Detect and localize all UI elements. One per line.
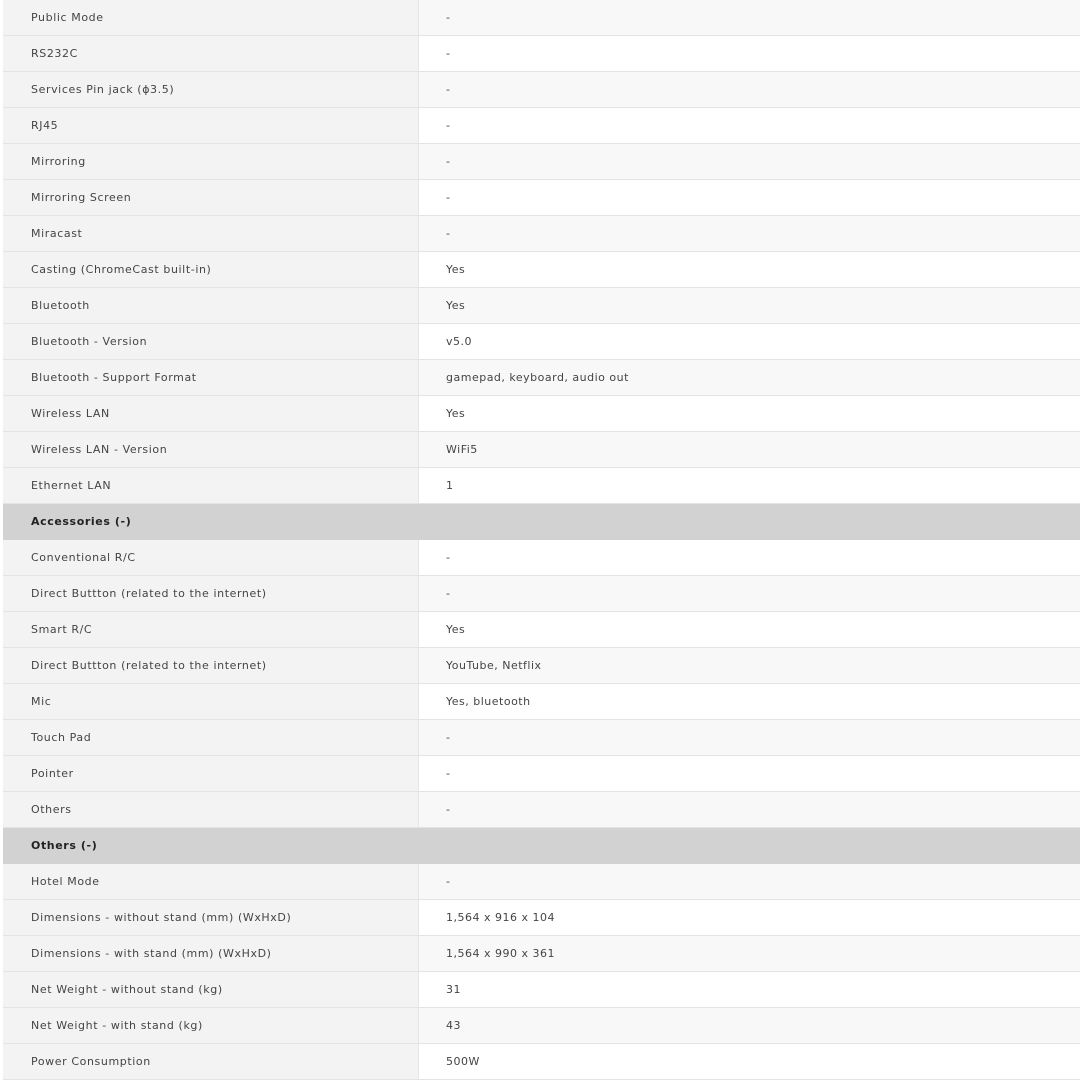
spec-row [3, 468, 1080, 504]
spec-label: RJ45 [3, 108, 419, 143]
spec-value: Yes [419, 612, 1080, 647]
spec-value: 1,564 x 916 x 104 [419, 900, 1080, 935]
spec-value: Yes [419, 396, 1080, 431]
spec-value: Yes, bluetooth [419, 684, 1080, 719]
spec-row [3, 936, 1080, 972]
section-header [3, 828, 1080, 864]
spec-label: Dimensions - without stand (mm) (WxHxD) [3, 900, 419, 935]
spec-row [3, 972, 1080, 1008]
spec-value: - [419, 108, 1080, 143]
section-header [3, 504, 1080, 540]
spec-label: Touch Pad [3, 720, 419, 755]
spec-row [3, 792, 1080, 828]
spec-row [3, 288, 1080, 324]
spec-label: Pointer [3, 756, 419, 791]
spec-label: RS232C [3, 36, 419, 71]
spec-label: Smart R/C [3, 612, 419, 647]
spec-label: Bluetooth [3, 288, 419, 323]
spec-row [3, 108, 1080, 144]
spec-value: WiFi5 [419, 432, 1080, 467]
spec-row [3, 648, 1080, 684]
spec-value: - [419, 720, 1080, 755]
spec-label: Bluetooth - Support Format [3, 360, 419, 395]
spec-label: Bluetooth - Version [3, 324, 419, 359]
spec-value: - [419, 540, 1080, 575]
spec-value: v5.0 [419, 324, 1080, 359]
spec-label: Conventional R/C [3, 540, 419, 575]
spec-label: Wireless LAN [3, 396, 419, 431]
spec-label: Direct Buttton (related to the internet) [3, 576, 419, 611]
spec-row [3, 612, 1080, 648]
spec-row [3, 576, 1080, 612]
spec-value: 1,564 x 990 x 361 [419, 936, 1080, 971]
spec-row [3, 360, 1080, 396]
spec-label: Power Consumption [3, 1044, 419, 1079]
spec-row [3, 864, 1080, 900]
spec-label: Net Weight - without stand (kg) [3, 972, 419, 1007]
spec-value: - [419, 72, 1080, 107]
spec-value: - [419, 36, 1080, 71]
spec-row [3, 0, 1080, 36]
spec-value: - [419, 180, 1080, 215]
spec-value: - [419, 216, 1080, 251]
spec-label: Casting (ChromeCast built-in) [3, 252, 419, 287]
spec-value: - [419, 864, 1080, 899]
spec-value: Yes [419, 288, 1080, 323]
spec-label: Mic [3, 684, 419, 719]
spec-row [3, 72, 1080, 108]
spec-label: Miracast [3, 216, 419, 251]
spec-label: Direct Buttton (related to the internet) [3, 648, 419, 683]
spec-label: Hotel Mode [3, 864, 419, 899]
spec-row [3, 756, 1080, 792]
spec-label: Others [3, 792, 419, 827]
spec-value: 31 [419, 972, 1080, 1007]
spec-value: - [419, 792, 1080, 827]
spec-row [3, 252, 1080, 288]
spec-row [3, 540, 1080, 576]
spec-row [3, 1044, 1080, 1080]
spec-label: Mirroring [3, 144, 419, 179]
spec-label: Services Pin jack (ϕ3.5) [3, 72, 419, 107]
spec-row [3, 216, 1080, 252]
spec-value: YouTube, Netflix [419, 648, 1080, 683]
spec-row [3, 432, 1080, 468]
section-header-label: Others (-) [31, 839, 98, 852]
spec-row [3, 900, 1080, 936]
section-header-label: Accessories (-) [31, 515, 132, 528]
spec-row [3, 324, 1080, 360]
spec-label: Public Mode [3, 0, 419, 35]
spec-row [3, 36, 1080, 72]
spec-label: Wireless LAN - Version [3, 432, 419, 467]
spec-row [3, 144, 1080, 180]
spec-value: 500W [419, 1044, 1080, 1079]
spec-value: Yes [419, 252, 1080, 287]
spec-row [3, 720, 1080, 756]
spec-value: - [419, 0, 1080, 35]
spec-value: 43 [419, 1008, 1080, 1043]
spec-row [3, 1008, 1080, 1044]
spec-label: Dimensions - with stand (mm) (WxHxD) [3, 936, 419, 971]
spec-label: Ethernet LAN [3, 468, 419, 503]
spec-label: Mirroring Screen [3, 180, 419, 215]
spec-value: - [419, 756, 1080, 791]
spec-value: - [419, 576, 1080, 611]
spec-value: - [419, 144, 1080, 179]
spec-row [3, 180, 1080, 216]
spec-table [3, 0, 1080, 1080]
spec-value: 1 [419, 468, 1080, 503]
spec-value: gamepad, keyboard, audio out [419, 360, 1080, 395]
spec-row [3, 684, 1080, 720]
spec-row [3, 396, 1080, 432]
spec-label: Net Weight - with stand (kg) [3, 1008, 419, 1043]
